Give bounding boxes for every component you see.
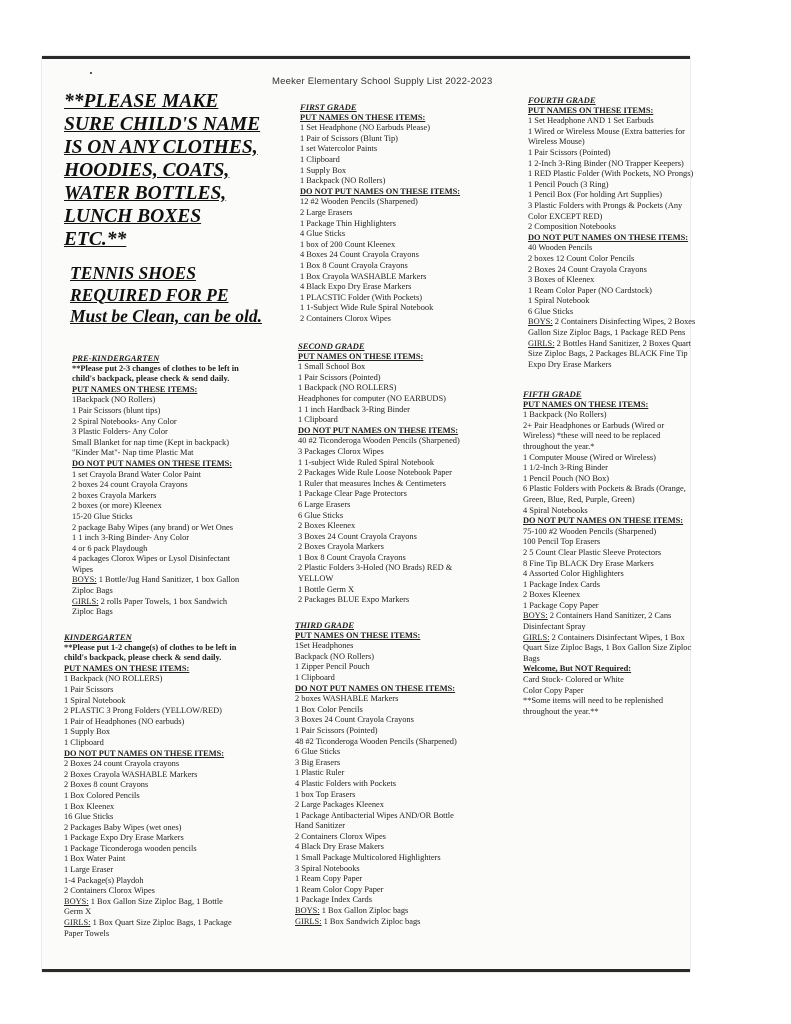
supply-item: 4 Assorted Color Highlighters	[523, 569, 624, 579]
pe-shoes-notice	[70, 263, 280, 328]
clothes-note: child's backpack, please check & send daily.	[72, 374, 230, 384]
supply-item: 2 boxes 24 count Crayola Crayons	[72, 480, 188, 490]
supply-item: 1 1-Subject Wide Rule Spiral Notebook	[300, 303, 434, 313]
supply-item: 1 Pair Scissors (Pointed)	[295, 725, 378, 735]
girls-items: GIRLS: 2 rolls Paper Towels, 1 box Sandwich	[72, 596, 228, 606]
put-names-heading: PUT NAMES ON THESE ITEMS:	[72, 384, 198, 394]
clothes-note: **Please put 1-2 change(s) of clothes to be left in	[64, 642, 237, 652]
supply-item: Wipes	[72, 564, 94, 574]
section-second-grade	[298, 341, 508, 606]
boys-items: BOYS: 1 Box Gallon Size Ziploc Bag, 1 Bottle	[64, 896, 223, 906]
supply-item: Green, Blue, Red, Purple, Green)	[523, 494, 635, 504]
girls-items: Expo Dry Erase Markers	[528, 359, 612, 369]
supply-item: 1 Small Package Multicolored Highlighters	[295, 853, 441, 863]
supply-item: 2 Large Erasers	[300, 207, 353, 217]
supply-item: "Kinder Mat"- Nap time Plastic Mat	[72, 448, 194, 458]
supply-item: 1 Computer Mouse (Wired or Wireless)	[523, 452, 656, 462]
supply-item: 1 Plastic Ruler	[295, 768, 345, 778]
shoes-line: TENNIS SHOES	[70, 263, 196, 283]
girls-items-label: GIRLS:	[64, 918, 91, 928]
no-names-heading: DO NOT PUT NAMES ON THESE ITEMS:	[523, 516, 684, 526]
put-names-heading: PUT NAMES ON THESE ITEMS:	[295, 630, 421, 640]
supply-item: 1 1 inch 3-Ring Binder- Any Color	[72, 533, 190, 543]
supply-item: throughout the year.*	[523, 441, 595, 451]
supply-item: 3 Spiral Notebooks	[295, 863, 360, 873]
supply-item: 1 Backpack (NO ROLLERS)	[64, 674, 163, 684]
supply-item: 2 Plastic Folders 3-Holed (NO Brads) RED &	[298, 563, 453, 573]
supply-item: 2 PLASTIC 3 Prong Folders (YELLOW/RED)	[64, 706, 222, 716]
supply-item: 75-100 #2 Wooden Pencils (Sharpened)	[523, 526, 657, 536]
supply-item: 1 Ream Copy Paper	[295, 874, 363, 884]
supply-item: 1 Backpack (NO Rollers)	[300, 176, 386, 186]
supply-item: 40 #2 Ticonderoga Wooden Pencils (Sharpened)	[298, 436, 460, 446]
supply-item: 1 Pencil Box (For holding Art Supplies)	[528, 190, 662, 200]
clothes-note: child's backpack, please check & send daily.	[64, 653, 222, 663]
notice-line: IS ON ANY CLOTHES,	[64, 137, 258, 158]
supply-item: 1 Zipper Pencil Pouch	[295, 662, 370, 672]
supply-item: 1 Clipboard	[298, 415, 338, 425]
supply-item: 1 Backpack (No Rollers)	[523, 410, 607, 420]
supply-item: 1 box of 200 Count Kleenex	[300, 239, 396, 249]
notice-line: ETC.**	[64, 229, 127, 250]
supply-item: 1 Box Crayola WASHABLE Markers	[300, 271, 427, 281]
supply-item: Wireless) *these will need to be replaced	[523, 431, 661, 441]
supply-item: 1 Large Eraser	[64, 865, 114, 875]
boys-items: Germ X	[64, 907, 92, 917]
supply-item: 6 Glue Sticks	[528, 306, 574, 316]
supply-item: 1 Spiral Notebook	[528, 296, 590, 306]
grade-title: FIFTH GRADE	[523, 389, 582, 399]
girls-items: Quart Size Ziploc Bags, 1 Box Gallon Size Ziploc	[523, 643, 692, 653]
supply-item: 6 Glue Sticks	[295, 747, 341, 757]
welcome-item: **Some items will need to be replenished	[523, 696, 664, 706]
supply-item: 2 Composition Notebooks	[528, 222, 616, 232]
supply-item: 2 Boxes Kleenex	[523, 590, 581, 600]
supply-item: 4 Spiral Notebooks	[523, 505, 588, 515]
girls-items: Paper Towels	[64, 928, 110, 938]
shoes-line: Must be Clean, can be old.	[70, 306, 263, 326]
supply-item: 1 Box Color Pencils	[295, 704, 363, 714]
supply-item: 2 Boxes 8 count Crayons	[64, 780, 149, 790]
girls-items-label: GIRLS:	[295, 916, 322, 926]
supply-item: 100 Pencil Top Erasers	[523, 537, 601, 547]
supply-item: 1 Box 8 Count Crayola Crayons	[300, 260, 408, 270]
notice-line: HOODIES, COATS,	[64, 160, 230, 181]
supply-item: 1Set Headphones	[295, 641, 354, 651]
supply-item: 2 Containers Clorox Wipes	[300, 313, 391, 323]
no-names-heading: DO NOT PUT NAMES ON THESE ITEMS:	[295, 683, 456, 693]
grade-title: FOURTH GRADE	[528, 95, 596, 105]
supply-item: 1 Package Ticonderoga wooden pencils	[64, 843, 197, 853]
supply-item: 2 Boxes Crayola Markers	[298, 542, 384, 552]
supply-item: 8 Fine Tip BLACK Dry Erase Markers	[523, 558, 654, 568]
supply-item: 3 Plastic Folders with Prongs & Pockets (Any	[528, 200, 683, 210]
boys-items-label: BOYS:	[523, 611, 548, 621]
supply-item: 6 Plastic Folders with Pockets & Brads (Orange,	[523, 484, 686, 494]
supply-item: 1 Ream Color Paper (NO Cardstock)	[528, 285, 652, 295]
supply-item: 4 Glue Sticks	[300, 229, 346, 239]
supply-item: 3 Big Erasers	[295, 757, 341, 767]
supply-item: 3 Boxes of Kleenex	[528, 275, 595, 285]
put-names-heading: PUT NAMES ON THESE ITEMS:	[523, 399, 649, 409]
girls-items-label: GIRLS:	[528, 338, 555, 348]
supply-item: 2 package Baby Wipes (any brand) or Wet Ones	[72, 522, 234, 532]
section-kindergarten	[64, 632, 284, 939]
supply-item: 1 Box 8 Count Crayola Crayons	[298, 552, 406, 562]
name-notice	[64, 90, 274, 251]
supply-item: 4 Black Expo Dry Erase Markers	[300, 282, 412, 292]
supply-item: 1 PLACSTIC Folder (With Pockets)	[300, 292, 423, 302]
supply-item: 1 set Crayola Brand Water Color Paint	[72, 469, 201, 479]
girls-items: GIRLS: 1 Box Quart Size Ziploc Bags, 1 Package	[64, 918, 232, 928]
supply-item: 3 Plastic Folders- Any Color	[72, 427, 168, 437]
supply-item: 40 Wooden Pencils	[528, 243, 593, 253]
supply-item: Wireless Mouse)	[528, 137, 585, 147]
girls-items-label: GIRLS:	[523, 632, 550, 642]
supply-item: 2 Boxes Kleenex	[298, 521, 356, 531]
supply-item: 1 Pair Scissors (Pointed)	[528, 147, 611, 157]
no-names-heading: DO NOT PUT NAMES ON THESE ITEMS:	[64, 748, 225, 758]
supply-item: 1 box Top Erasers	[295, 789, 356, 799]
supply-item: 2 5 Count Clear Plastic Sleeve Protectors	[523, 547, 662, 557]
welcome-item: throughout the year.**	[523, 706, 599, 716]
supply-item: 2 Boxes 24 Count Crayola Crayons	[528, 264, 647, 274]
supply-item: 1 Wired or Wireless Mouse (Extra batteries for	[528, 126, 685, 136]
supply-item: Hand Sanitizer	[295, 821, 346, 831]
boys-items: BOYS: 1 Box Gallon Ziploc bags	[295, 906, 409, 916]
grade-title: SECOND GRADE	[298, 341, 365, 351]
section-third-grade	[295, 620, 505, 927]
supply-item: 1 Set Headphone AND 1 Set Earbuds	[528, 116, 654, 126]
put-names-heading: PUT NAMES ON THESE ITEMS:	[528, 105, 654, 115]
grade-title: FIRST GRADE	[300, 102, 357, 112]
supply-item: 3 Boxes 24 Count Crayola Crayons	[295, 715, 414, 725]
supply-item: 1 Clipboard	[295, 672, 335, 682]
supply-item: 1 Package Expo Dry Erase Markers	[64, 833, 184, 843]
supply-item: 1 Pair Scissors (Pointed)	[298, 372, 381, 382]
supply-item: 1 Package Antibacterial Wipes AND/OR Bottle	[295, 810, 454, 820]
supply-item: 2 Boxes Crayola WASHABLE Markers	[64, 769, 198, 779]
boys-items-label: BOYS:	[64, 896, 89, 906]
supply-item: 1Backpack (NO Rollers)	[72, 395, 156, 405]
girls-items: Bags	[523, 653, 540, 663]
supply-item: 2 boxes (or more) Kleenex	[72, 501, 162, 511]
grade-title: PRE-KINDERGARTEN	[72, 353, 160, 363]
supply-item: 4 or 6 pack Playdough	[72, 543, 148, 553]
supply-item: 2 Containers Clorox Wipes	[295, 831, 386, 841]
welcome-item: Color Copy Paper	[523, 685, 584, 695]
supply-item: 2 Packages Baby Wipes (wet ones)	[64, 822, 182, 832]
supply-item: 1 Package Thin Highlighters	[300, 218, 396, 228]
supply-item: 1-4 Package(s) Playdoh	[64, 875, 144, 885]
supply-item: Small Blanket for nap time (Kept in backpack)	[72, 437, 229, 447]
supply-item: 1 Bottle Germ X	[298, 584, 355, 594]
section-fourth-grade	[528, 95, 738, 370]
supply-item: 2 Large Packages Kleenex	[295, 800, 384, 810]
supply-item: 1 Clipboard	[300, 154, 340, 164]
supply-item: 2 Packages Wide Rule Loose Notebook Paper	[298, 468, 452, 478]
no-names-heading: DO NOT PUT NAMES ON THESE ITEMS:	[300, 186, 461, 196]
supply-item: 1 1-subject Wide Ruled Spiral Notebook	[298, 457, 435, 467]
put-names-heading: PUT NAMES ON THESE ITEMS:	[300, 112, 426, 122]
no-names-heading: DO NOT PUT NAMES ON THESE ITEMS:	[298, 425, 459, 435]
boys-items-label: BOYS:	[72, 575, 97, 585]
supply-item: 1 Backpack (NO ROLLERS)	[298, 383, 397, 393]
girls-items: Ziploc Bags	[72, 607, 113, 617]
supply-item: 2 Containers Clorox Wipes	[64, 886, 155, 896]
grade-title: KINDERGARTEN	[64, 632, 132, 642]
supply-item: 12 #2 Wooden Pencils (Sharpened)	[300, 197, 418, 207]
supply-item: Headphones for computer (NO EARBUDS)	[298, 393, 446, 403]
supply-item: 1 Supply Box	[64, 727, 111, 737]
supply-item: 1 Package Clear Page Protectors	[298, 489, 407, 499]
supply-item: 1 Ruler that measures Inches & Centimeters	[298, 478, 446, 488]
supply-item: 3 Boxes 24 Count Crayola Crayons	[298, 531, 417, 541]
supply-item: 3 Packages Clorox Wipes	[298, 446, 384, 456]
supply-item: 1 set Watercolor Paints	[300, 144, 378, 154]
supply-item: 16 Glue Sticks	[64, 812, 114, 822]
shoes-line: REQUIRED FOR PE	[70, 284, 229, 305]
clothes-note: **Please put 2-3 changes of clothes to be left in	[72, 363, 239, 373]
supply-item: 1 Package Copy Paper	[523, 600, 599, 610]
supply-item: 4 Black Dry Erase Makers	[295, 842, 384, 852]
supply-item: 6 Large Erasers	[298, 499, 351, 509]
supply-item: 15-20 Glue Sticks	[72, 511, 133, 521]
supply-item: 1 Package Index Cards	[523, 579, 600, 589]
supply-item: 4 packages Clorox Wipes or Lysol Disinfectant	[72, 554, 231, 564]
girls-items: GIRLS: 2 Containers Disinfectant Wipes, 1 Box	[523, 632, 685, 642]
supply-item: 1 1 inch Hardback 3-Ring Binder	[298, 404, 410, 414]
girls-items: GIRLS: 2 Bottles Hand Sanitizer, 2 Boxes Quart	[528, 338, 691, 348]
boys-items: BOYS: 1 Bottle/Jug Hand Sanitizer, 1 box Gallon	[72, 575, 240, 585]
notice-line: **PLEASE MAKE	[64, 91, 219, 112]
supply-item: 1 Ream Color Copy Paper	[295, 884, 384, 894]
section-first-grade	[300, 102, 500, 324]
supply-item: 4 Plastic Folders with Pockets	[295, 778, 396, 788]
notice-line: WATER BOTTLES,	[64, 183, 227, 204]
supply-item: 1 Box Colored Pencils	[64, 790, 140, 800]
girls-items-label: GIRLS:	[72, 596, 99, 606]
boys-items: BOYS: 2 Containers Disinfecting Wipes, 2 Boxes	[528, 317, 696, 327]
supply-item: 2 boxes Crayola Markers	[72, 490, 157, 500]
supply-item: 1 2-Inch 3-Ring Binder (NO Trapper Keepers)	[528, 158, 684, 168]
supply-item: 2 Packages BLUE Expo Markers	[298, 595, 410, 605]
supply-item: 1 Pair Scissors (blunt tips)	[72, 405, 161, 415]
welcome-item: Card Stock- Colored or White	[523, 675, 624, 685]
notice-line: SURE CHILD'S NAME	[64, 114, 261, 135]
supply-item: 4 Boxes 24 Count Crayola Crayons	[300, 250, 419, 260]
put-names-heading: PUT NAMES ON THESE ITEMS:	[64, 663, 190, 673]
boys-items-label: BOYS:	[528, 317, 553, 327]
supply-item: 48 #2 Ticonderoga Wooden Pencils (Sharpened)	[295, 736, 457, 746]
section-fifth-grade	[523, 389, 735, 717]
supply-item: 6 Glue Sticks	[298, 510, 344, 520]
supply-item: 1 Spiral Notebook	[64, 695, 126, 705]
girls-items: Size Ziploc Bags, 2 Packages BLACK Fine Tip	[528, 349, 688, 359]
supply-item: 1 Pair of Headphones (NO earbuds)	[64, 716, 185, 726]
supply-item: 2+ Pair Headphones or Earbuds (Wired or	[523, 420, 665, 430]
boys-items: Ziploc Bags	[72, 586, 113, 596]
boys-items-label: BOYS:	[295, 906, 320, 916]
girls-items: GIRLS: 1 Box Sandwich Ziploc bags	[295, 916, 421, 926]
supply-item: YELLOW	[298, 574, 334, 584]
boys-items: BOYS: 2 Containers Hand Sanitizer, 2 Cans	[523, 611, 672, 621]
supply-item: 1 Package Index Cards	[295, 895, 372, 905]
stray-mark	[90, 72, 92, 74]
supply-item: 1 Pair Scissors	[64, 684, 114, 694]
supply-item: 1 Box Water Paint	[64, 854, 126, 864]
supply-item: Backpack (NO Rollers)	[295, 651, 375, 661]
notice-line: LUNCH BOXES	[64, 206, 202, 227]
grade-title: THIRD GRADE	[295, 620, 354, 630]
supply-item: 2 boxes WASHABLE Markers	[295, 694, 399, 704]
supply-item: Color EXCEPT RED)	[528, 211, 603, 221]
supply-item: 1 Clipboard	[64, 737, 104, 747]
supply-item: 1 Set Headphone (NO Earbuds Please)	[300, 123, 431, 133]
supply-item: 1 Pencil Pouch (3 Ring)	[528, 179, 609, 189]
supply-item: 2 boxes 12 Count Color Pencils	[528, 253, 635, 263]
supply-item: 1 Pair of Scissors (Blunt Tip)	[300, 133, 398, 143]
supply-item: 2 Spiral Notebooks- Any Color	[72, 416, 177, 426]
supply-item: 1 Pencil Pouch (NO Box)	[523, 473, 610, 483]
no-names-heading: DO NOT PUT NAMES ON THESE ITEMS:	[72, 458, 233, 468]
no-names-heading: DO NOT PUT NAMES ON THESE ITEMS:	[528, 232, 689, 242]
supply-item: 1 RED Plastic Folder (With Pockets, NO Prongs)	[528, 169, 694, 179]
boys-items: Disinfectant Spray	[523, 622, 586, 632]
put-names-heading: PUT NAMES ON THESE ITEMS:	[298, 351, 424, 361]
supply-item: 1 Supply Box	[300, 165, 347, 175]
supply-item: 1 1/2-Inch 3-Ring Binder	[523, 463, 608, 473]
section-pre-kindergarten	[72, 353, 287, 618]
supply-item: 1 Box Kleenex	[64, 801, 115, 811]
boys-items: Gallon Size Ziploc Bags, 1 Package RED Pens	[528, 328, 686, 338]
supply-item: 2 Boxes 24 count Crayola crayons	[64, 759, 180, 769]
page-header: Meeker Elementary School Supply List 2022-2023	[272, 76, 493, 87]
supply-item: 1 Small School Box	[298, 362, 366, 372]
welcome-heading: Welcome, But NOT Required:	[523, 664, 632, 674]
